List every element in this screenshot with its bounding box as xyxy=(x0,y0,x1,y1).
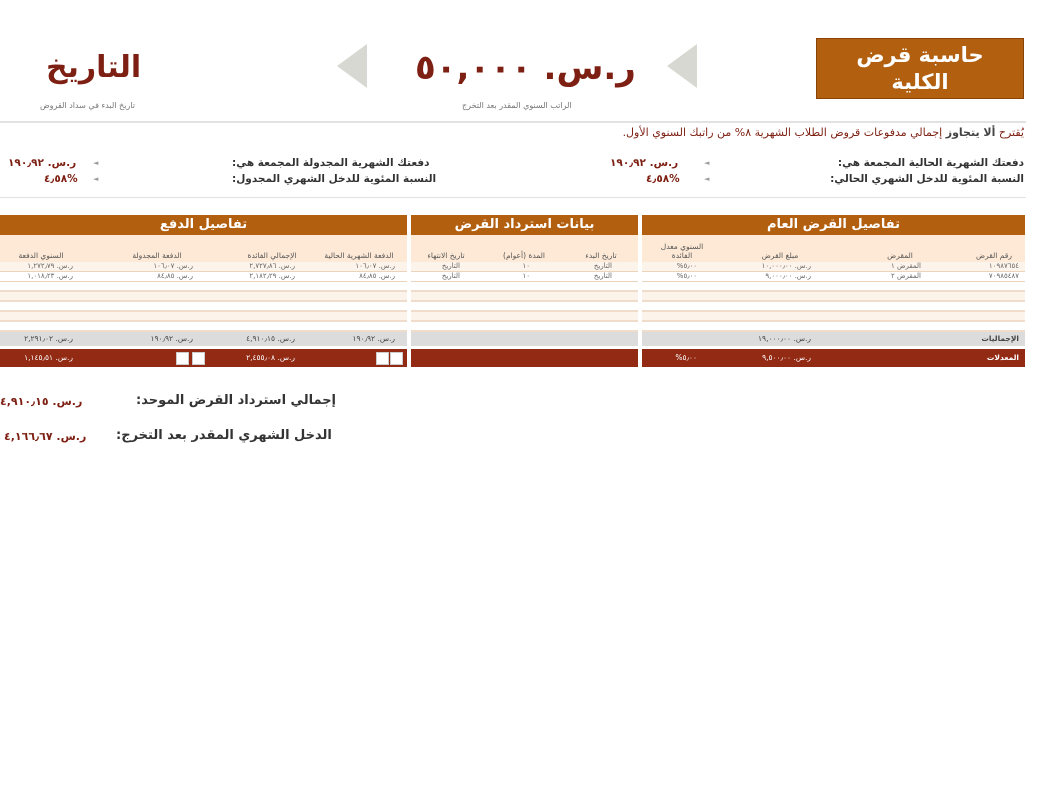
calculator-title xyxy=(816,38,1024,99)
totals-row xyxy=(642,332,1025,346)
repayment-column-headers xyxy=(411,235,638,262)
average-rate: %٥٫٠٠ xyxy=(675,353,697,362)
suggestion-note xyxy=(623,126,1024,139)
average-amount: ر.س. ٩,٥٠٠٫٠٠ xyxy=(762,353,811,362)
totals-label: الإجماليات xyxy=(981,334,1019,343)
salary-caption: الراتب السنوي المقدر بعد التخرج xyxy=(462,101,572,110)
monthly-income-label: الدخل الشهري المقدر بعد التخرج: xyxy=(116,428,332,443)
total-annual: ر.س. ٢,٢٩١٫٠٢ xyxy=(24,334,73,343)
interest-cell: ر.س. ٢,٧٢٧٫٨٦ xyxy=(249,262,295,270)
totals-row xyxy=(411,332,638,346)
col-end-date: تاريخ الانتهاء xyxy=(427,251,465,260)
current-payment-value: ر.س. ١٩٠٫٩٢ xyxy=(610,157,679,169)
col-scheduled-payment: الدفعة المجدولة xyxy=(132,251,182,260)
empty-row[interactable] xyxy=(411,302,638,312)
empty-row[interactable] xyxy=(0,322,407,332)
end-date-cell: التاريخ xyxy=(441,272,460,280)
note-bold: ألا يتجاوز xyxy=(945,126,996,139)
table-row[interactable] xyxy=(411,272,638,282)
current-percent-value: %٤٫٥٨ xyxy=(646,173,680,185)
date-arrow-icon xyxy=(337,44,367,88)
empty-row[interactable] xyxy=(0,312,407,322)
consolidated-repayment-label: إجمالي استرداد القرض الموحد: xyxy=(136,393,337,408)
empty-row[interactable] xyxy=(642,282,1025,292)
rate-cell: %٥٫٠٠ xyxy=(676,262,697,270)
calculator-title-text: حاسبة قرض الكلية xyxy=(856,42,984,94)
scheduled-cell: ر.س. ١٠٦٫٠٧ xyxy=(153,262,193,270)
table-row[interactable] xyxy=(0,272,407,282)
general-loan-table xyxy=(642,215,1025,367)
end-date-cell: التاريخ xyxy=(441,262,460,270)
averages-row xyxy=(411,349,638,367)
current-percent-marker-icon: ◄ xyxy=(704,175,710,183)
annual-cell: ر.س. ١,٠١٨٫٢٣ xyxy=(27,272,73,280)
payment-column-headers xyxy=(0,235,407,262)
payment-table xyxy=(0,215,407,367)
amount-cell: ر.س. ١٠,٠٠٠٫٠٠ xyxy=(761,262,811,270)
current-payment-label: دفعتك الشهرية الحالية المجمعة هي: xyxy=(837,157,1024,169)
checkbox-icon[interactable] xyxy=(176,352,189,365)
interest-cell: ر.س. ٢,١٨٢٫٢٩ xyxy=(249,272,295,280)
total-amount: ر.س. ١٩,٠٠٠٫٠٠ xyxy=(758,334,811,343)
average-annual: ر.س. ١,١٤٥٫٥١ xyxy=(24,353,73,362)
totals-row xyxy=(0,332,407,346)
general-loan-column-headers xyxy=(642,235,1025,262)
total-interest: ر.س. ٤,٩١٠٫١٥ xyxy=(246,334,295,343)
scheduled-cell: ر.س. ٨٤٫٨٥ xyxy=(157,272,193,280)
col-loan-amount: مبلغ القرض xyxy=(761,251,799,260)
note-prefix: يُقترح xyxy=(995,126,1024,139)
checkbox-icon[interactable] xyxy=(390,352,403,365)
col-lender: المقرض xyxy=(887,251,913,260)
col-total-interest: الإجمالي الفائدة xyxy=(247,251,297,260)
annual-cell: ر.س. ١,٢٧٢٫٧٩ xyxy=(27,262,73,270)
averages-row xyxy=(642,349,1025,367)
empty-row[interactable] xyxy=(0,282,407,292)
note-rest: إجمالي مدفوعات قروض الطلاب الشهرية ٨% من راتبك السنوي الأول. xyxy=(622,126,946,139)
current-percent-label: النسبة المئوية للدخل الشهري الحالي: xyxy=(830,173,1024,185)
averages-label: المعدلات xyxy=(986,353,1019,362)
empty-row[interactable] xyxy=(642,302,1025,312)
loan-number-cell: ١٠٩٨٧٦٥٤ xyxy=(988,262,1019,270)
amount-cell: ر.س. ٩,٠٠٠٫٠٠ xyxy=(765,272,811,280)
term-cell: ١٠ xyxy=(522,272,530,280)
start-date-value[interactable]: التاريخ xyxy=(46,50,142,85)
scheduled-payment-marker-icon: ◄ xyxy=(93,159,99,167)
total-monthly: ر.س. ١٩٠٫٩٢ xyxy=(352,334,395,343)
repayment-table xyxy=(411,215,638,367)
scheduled-payment-label: دفعتك الشهرية المجدولة المجمعة هي: xyxy=(232,157,430,169)
empty-row[interactable] xyxy=(642,312,1025,322)
empty-row[interactable] xyxy=(642,322,1025,332)
scheduled-payment-value: ر.س. ١٩٠٫٩٢ xyxy=(8,157,77,169)
scheduled-percent-marker-icon: ◄ xyxy=(93,175,99,183)
checkbox-icon[interactable] xyxy=(376,352,389,365)
table-row[interactable] xyxy=(0,262,407,272)
table-row[interactable] xyxy=(411,262,638,272)
scheduled-percent-label: النسبة المئوية للدخل الشهري المجدول: xyxy=(232,173,437,185)
checkbox-icon[interactable] xyxy=(192,352,205,365)
empty-row[interactable] xyxy=(0,302,407,312)
salary-value[interactable]: ر.س. ٥٠,٠٠٠ xyxy=(415,48,636,88)
empty-row[interactable] xyxy=(411,282,638,292)
start-date-caption: تاريخ البدء في سداد القروض xyxy=(40,101,135,110)
start-date-cell: التاريخ xyxy=(593,272,612,280)
table-row[interactable] xyxy=(642,272,1025,282)
monthly-cell: ر.س. ١٠٦٫٠٧ xyxy=(355,262,395,270)
empty-row[interactable] xyxy=(642,292,1025,302)
scheduled-percent-value: %٤٫٥٨ xyxy=(44,173,78,185)
consolidated-repayment-value: ر.س. ٤,٩١٠٫١٥ xyxy=(0,395,83,408)
general-loan-header: تفاصيل القرض العام xyxy=(642,215,1025,235)
col-start-date: تاريخ البدء xyxy=(585,251,617,260)
salary-arrow-icon xyxy=(667,44,697,88)
start-date-cell: التاريخ xyxy=(593,262,612,270)
rate-cell: %٥٫٠٠ xyxy=(676,272,697,280)
monthly-cell: ر.س. ٨٤٫٨٥ xyxy=(359,272,395,280)
summary-divider xyxy=(0,197,1026,198)
col-current-monthly: الدفعة الشهرية الحالية xyxy=(324,251,394,260)
col-loan-number: رقم القرض xyxy=(976,251,1012,260)
repayment-header: بيانات استرداد القرض xyxy=(411,215,638,235)
total-scheduled: ر.س. ١٩٠٫٩٢ xyxy=(150,334,193,343)
payment-header: تفاصيل الدفع xyxy=(0,215,407,235)
monthly-income-value: ر.س. ٤,١٦٦٫٦٧ xyxy=(4,430,87,443)
col-annual-payment: السنوي الدفعة xyxy=(18,251,64,260)
term-cell: ١٠ xyxy=(522,262,530,270)
averages-row xyxy=(0,349,407,367)
empty-row[interactable] xyxy=(411,292,638,302)
lender-cell: المقرض ٢ xyxy=(891,272,921,280)
current-payment-marker-icon: ◄ xyxy=(704,159,710,167)
loan-number-cell: ٧٠٩٨٥٤٨٧ xyxy=(988,272,1019,280)
header-divider xyxy=(0,121,1026,123)
average-interest: ر.س. ٢,٤٥٥٫٠٨ xyxy=(246,353,295,362)
empty-row[interactable] xyxy=(411,312,638,322)
lender-cell: المقرض ١ xyxy=(891,262,921,270)
col-interest-rate: السنوي معدل الفائدة xyxy=(660,242,704,260)
empty-row[interactable] xyxy=(411,322,638,332)
col-term-years: المدة (أعوام) xyxy=(503,251,545,260)
table-row[interactable] xyxy=(642,262,1025,272)
empty-row[interactable] xyxy=(0,292,407,302)
